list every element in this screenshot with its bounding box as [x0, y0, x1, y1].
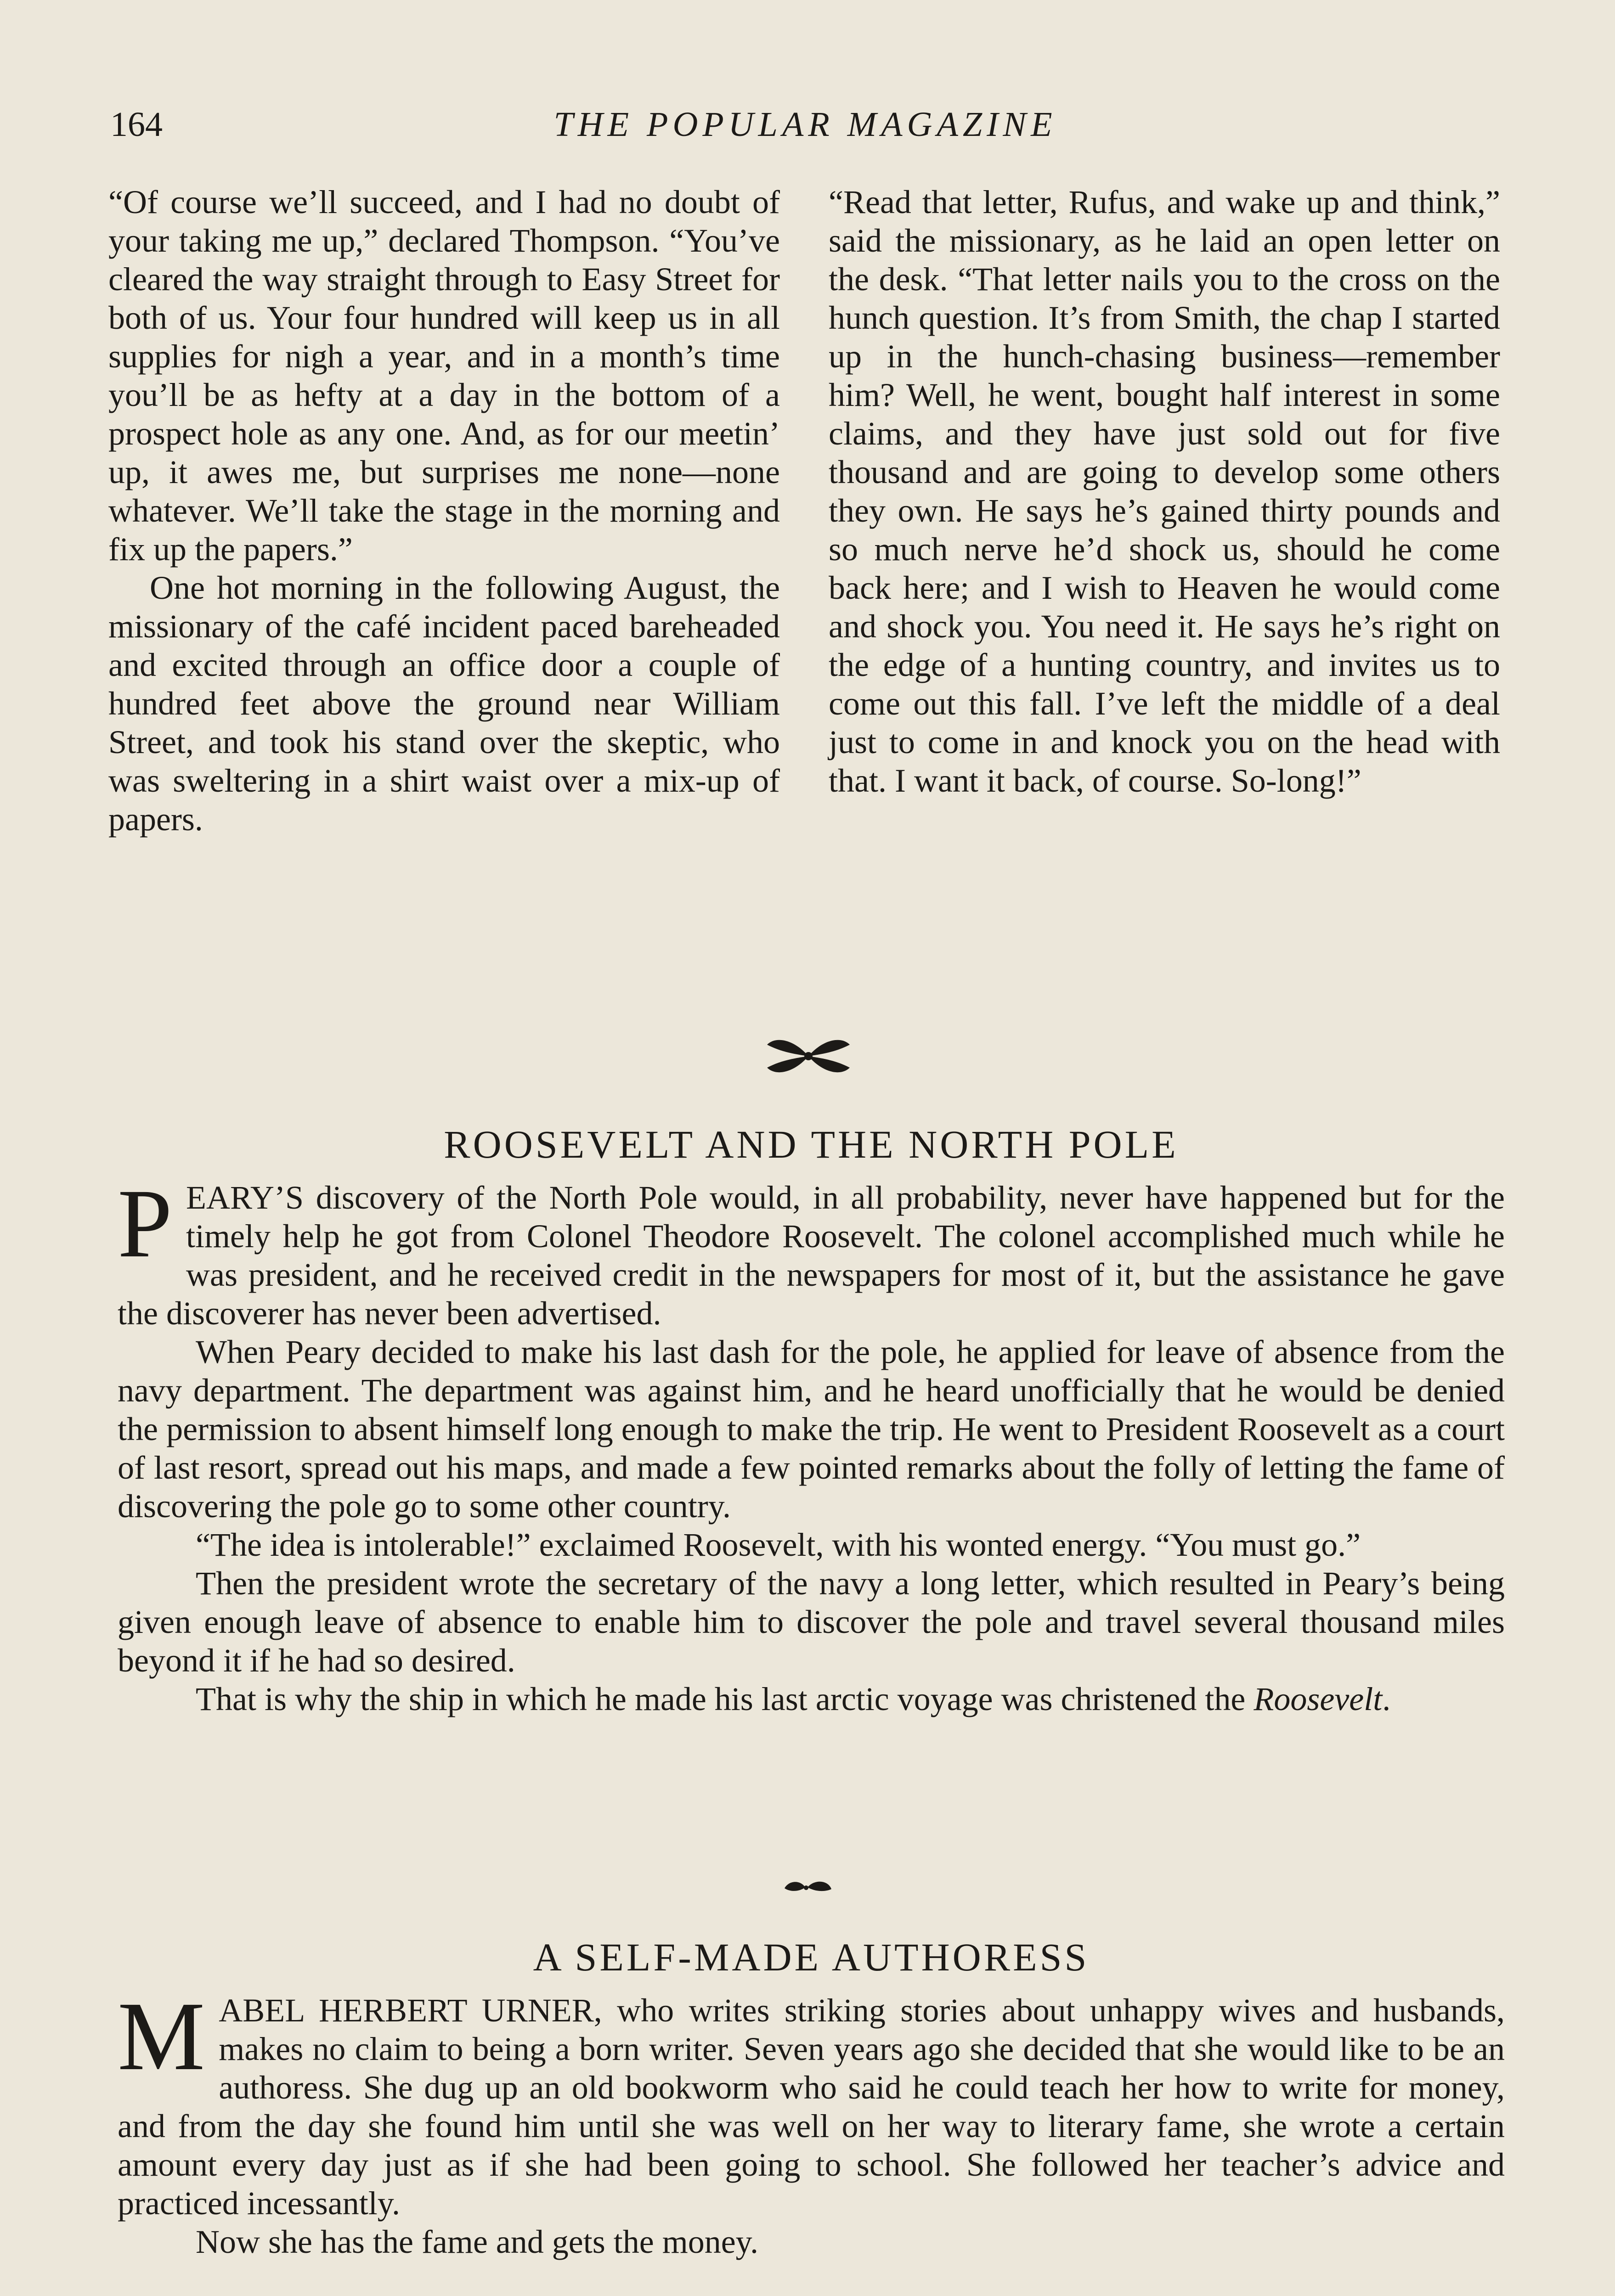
paragraph: Then the president wrote the secretary of the navy a long letter, which resulted in Peary’s being given enough leave of absence to enable him to discover the pole and travel several thousand miles beyond it if he had so desired. — [118, 1565, 1505, 1679]
right-column — [829, 183, 1500, 800]
last-text-end: . — [1382, 1681, 1391, 1717]
page-number: 164 — [110, 105, 163, 144]
paragraph: One hot morning in the following August, the missionary of the café incident paced bareheaded and excited through an office door a couple of hundred feet above the ground near William Street, and took his stand over the skeptic, who was sweltering in a shirt waist over a mix-up of papers. — [108, 569, 780, 838]
ship-name: Roosevelt — [1254, 1681, 1383, 1717]
drop-cap: P — [118, 1169, 173, 1278]
left-column — [108, 183, 780, 838]
paragraph: “Read that letter, Rufus, and wake up and think,” said the missionary, as he laid an open letter on the desk. “That letter nails you to the cross on the hunch question. It’s from Smith, the chap I started up in the hunch-chasing business—remember him? Well, he went, bought half interest in some claims, and they have just sold out for five thousand and are going to develop some others they own. He says he’s gained thirty pounds and so much nerve he’d shock us, should he come back here; and I wish to Heaven he would come and shock you. You need it. He says he’s right on the edge of a hunting country, and invites us to come out this fall. I’ve left the middle of a deal just to come in and knock you on the head with that. I want it back, of course. So-long!” — [829, 184, 1500, 799]
paragraph: “Of course we’ll succeed, and I had no doubt of your taking me up,” declared Thompson. “You’ve cleared the way straight through to Easy Street for both of us. Your four hundred will keep us in all supplies for nigh a year, and in a month’s time you’ll be as hefty at a day in the bottom of a prospect hole as any one. And, as for our meetin’ up, it awes me, but surprises me none—none whatever. We’ll take the stage in the morning and fix up the papers.” — [108, 184, 780, 568]
paragraph-last — [118, 1680, 1505, 1718]
paragraph: Now she has the fame and gets the money. — [196, 2223, 758, 2260]
article-title: ROOSEVELT AND THE NORTH POLE — [444, 1122, 1179, 1166]
last-text: That is why the ship in which he made his last arctic voyage was christened the — [196, 1681, 1254, 1717]
magazine-title: THE POPULAR MAGAZINE — [553, 105, 1057, 144]
article-lead-paragraph — [118, 1982, 1505, 2223]
drop-cap: M — [118, 1982, 205, 2091]
article-roosevelt — [118, 1120, 1505, 1718]
article-authoress — [118, 1933, 1505, 2261]
lead-text: EARY’S discovery of the North Pole would, in all probability, never have happened but for the timely help he got from Colonel Theodore Roosevelt. The colonel accomplished much while he was president, and he received credit in the newspapers for most of it, but the assistance he gave the discoverer has never been advertised. — [118, 1179, 1505, 1332]
lead-text: ABEL HERBERT URNER, who writes striking stories about unhappy wives and husbands, makes no claim to being a born writer. Seven years ago she decided that she would like to be an authoress. She dug up an old bookworm who said he could teach her how to write for money, and from the day she found him until she was well on her way to literary fame, she wrote a certain amount every day just as if she had been going to school. She followed her teacher’s advice and practiced incessantly. — [118, 1992, 1505, 2222]
article-lead-paragraph — [118, 1169, 1505, 1333]
story-columns — [108, 183, 1500, 1000]
article-title: A SELF-MADE AUTHORESS — [533, 1935, 1090, 1979]
running-head — [110, 105, 1500, 155]
paragraph: “The idea is intolerable!” exclaimed Roosevelt, with his wonted energy. “You must go.” — [196, 1526, 1361, 1563]
paragraph: When Peary decided to make his last dash for the pole, he applied for leave of absence from the navy department. The department was against him, and he heard unofficially that he would be denied the permission to absent himself long enough to make the trip. He went to President Roosevelt as a court of last resort, spread out his maps, and made a few pointed remarks about the folly of letting the fame of discovering the pole go to some other country. — [118, 1334, 1505, 1525]
small-ornament-icon — [780, 1874, 835, 1901]
fleuron-icon — [762, 1031, 854, 1081]
